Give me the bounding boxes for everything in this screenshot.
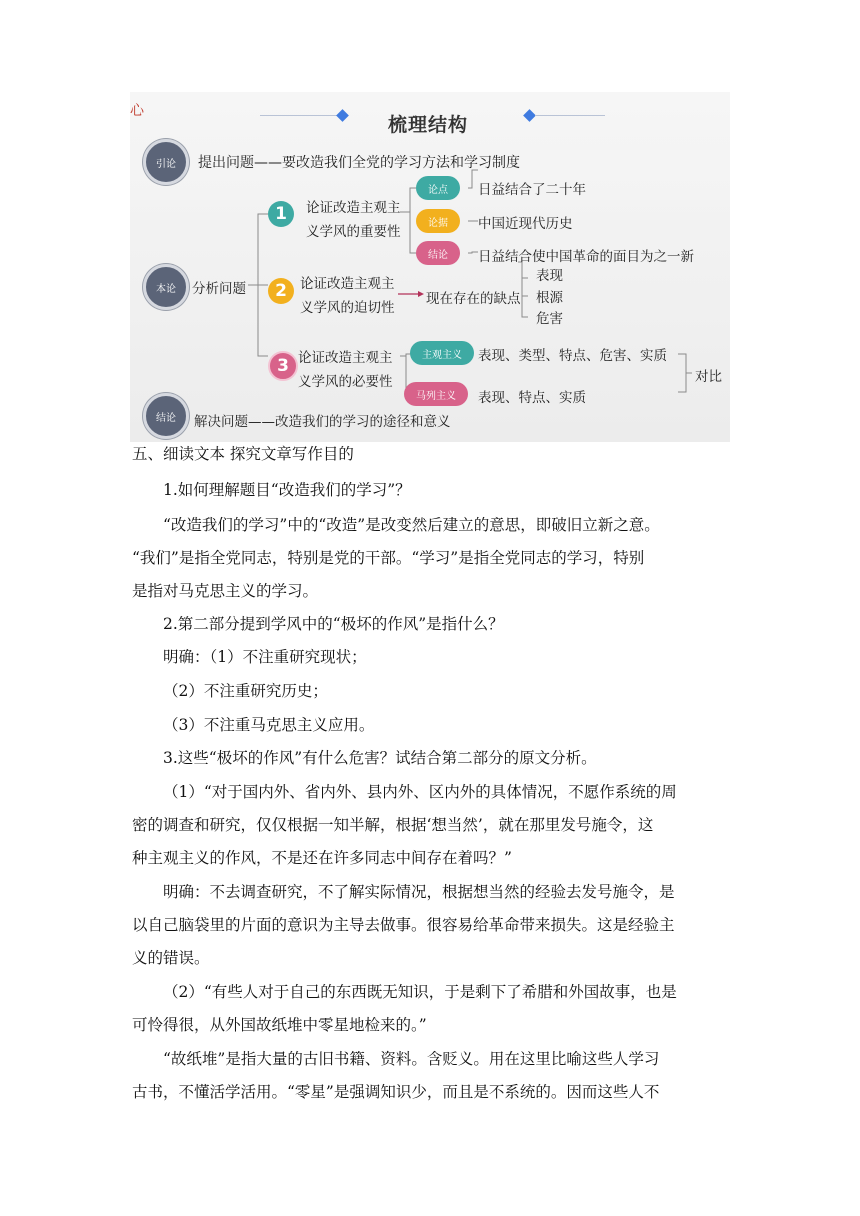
branch2-title-line2: 义学风的迫切性 — [300, 300, 395, 316]
answer-2-line2: （2）不注重研究历史； — [163, 682, 328, 700]
intro-badge — [143, 139, 189, 185]
quote-2-line1: （2）“有些人对于自己的东西既无知识，于是剩下了希腊和外国故事，也是 — [163, 983, 677, 1001]
explain-2-line1: “故纸堆”是指大量的古旧书籍、资料。含贬义。用在这里比喻这些人学习 — [163, 1050, 660, 1068]
answer-1-line1: “改造我们的学习”中的“改造”是改变然后建立的意思，即破旧立新之意。 — [163, 516, 660, 534]
branch1-title-line1: 论证改造主观主 — [306, 200, 401, 216]
conclusion-badge — [143, 393, 189, 439]
intro-badge-label: 引论 — [156, 158, 176, 170]
branch2-mid: 现在存在的缺点 — [426, 291, 521, 307]
intro-text: 提出问题——要改造我们全党的学习方法和学习制度 — [198, 155, 520, 171]
pill-argument-label: 论点 — [428, 184, 448, 196]
branch1-item-2: 中国近现代历史 — [478, 216, 573, 232]
quote-1-line3: 种主观主义的作风，不是还在许多同志中间存在着吗？” — [132, 849, 512, 867]
body-badge — [143, 264, 189, 310]
branch2-title-line1: 论证改造主观主 — [300, 276, 395, 292]
branch3-item-1: 表现、类型、特点、危害、实质 — [478, 348, 667, 364]
branch1-number: 1 — [268, 201, 294, 227]
quote-1-line2: 密的调查和研究，仅仅根据一知半解，根据‘想当然’，就在那里发号施令，这 — [132, 816, 654, 834]
branch3-title-line2: 义学风的必要性 — [298, 374, 393, 390]
branch3-compare: 对比 — [695, 369, 722, 385]
quote-1-line1: （1）“对于国内外、省内外、县内外、区内外的具体情况，不愿作系统的周 — [163, 783, 677, 801]
section-heading: 五、细读文本 探究文章写作目的 — [132, 445, 354, 463]
pill-subjectivism-label: 主观主义 — [422, 349, 462, 361]
branch3-item-2: 表现、特点、实质 — [478, 390, 586, 406]
explain-1-line1: 明确：不去调查研究，不了解实际情况，根据想当然的经验去发号施令，是 — [163, 883, 675, 901]
corner-logo-icon: 心 — [130, 103, 144, 119]
body-badge-label: 本论 — [156, 283, 176, 295]
answer-2-line3: （3）不注重马克思主义应用。 — [163, 716, 375, 734]
pill-conclusion-label: 结论 — [428, 249, 448, 261]
pill-subjectivism — [410, 341, 474, 365]
branch2-number: 2 — [268, 278, 294, 304]
body-text: 分析问题 — [192, 281, 246, 297]
branch1-title-line2: 义学风的重要性 — [306, 224, 401, 240]
answer-1-line2: “我们”是指全党同志，特别是党的干部。“学习”是指全党同志的学习，特别 — [132, 549, 645, 567]
diagram-title: 梳理结构 — [388, 114, 469, 136]
branch3-number: 3 — [268, 351, 298, 381]
question-3: 3.这些“极坏的作风”有什么危害？试结合第二部分的原文分析。 — [163, 749, 597, 767]
answer-1-line3: 是指对马克思主义的学习。 — [132, 582, 319, 600]
pill-marxism — [404, 382, 468, 406]
conclusion-text: 解决问题——改造我们的学习的途径和意义 — [194, 414, 451, 430]
question-2: 2.第二部分提到学风中的“极坏的作风”是指什么？ — [163, 615, 504, 633]
branch2-item-2: 根源 — [536, 290, 563, 306]
explain-1-line3: 义的错误。 — [132, 949, 210, 967]
explain-1-line2: 以自己脑袋里的片面的意识为主导去做事。很容易给革命带来损失。这是经验主 — [132, 916, 675, 934]
pill-argument — [416, 176, 460, 200]
pill-conclusion — [416, 241, 460, 265]
branch2-item-3: 危害 — [536, 311, 563, 327]
quote-2-line2: 可怜得很，从外国故纸堆中零星地检来的。” — [132, 1016, 427, 1034]
question-1: 1.如何理解题目“改造我们的学习”？ — [163, 481, 411, 499]
branch3-title-line1: 论证改造主观主 — [298, 350, 393, 366]
conclusion-badge-label: 结论 — [156, 412, 176, 424]
branch1-item-1: 日益结合了二十年 — [478, 182, 586, 198]
branch1-item-3: 日益结合使中国革命的面目为之一新 — [478, 249, 694, 265]
branch2-item-1: 表现 — [536, 268, 563, 284]
pill-marxism-label: 马列主义 — [416, 390, 456, 402]
explain-2-line2: 古书，不懂活学活用。“零星”是强调知识少，而且是不系统的。因而这些人不 — [132, 1083, 660, 1101]
structure-diagram — [130, 92, 730, 442]
answer-2-line1: 明确：（1）不注重研究现状； — [163, 648, 367, 666]
pill-evidence-label: 论据 — [428, 217, 448, 229]
pill-evidence — [416, 209, 460, 233]
